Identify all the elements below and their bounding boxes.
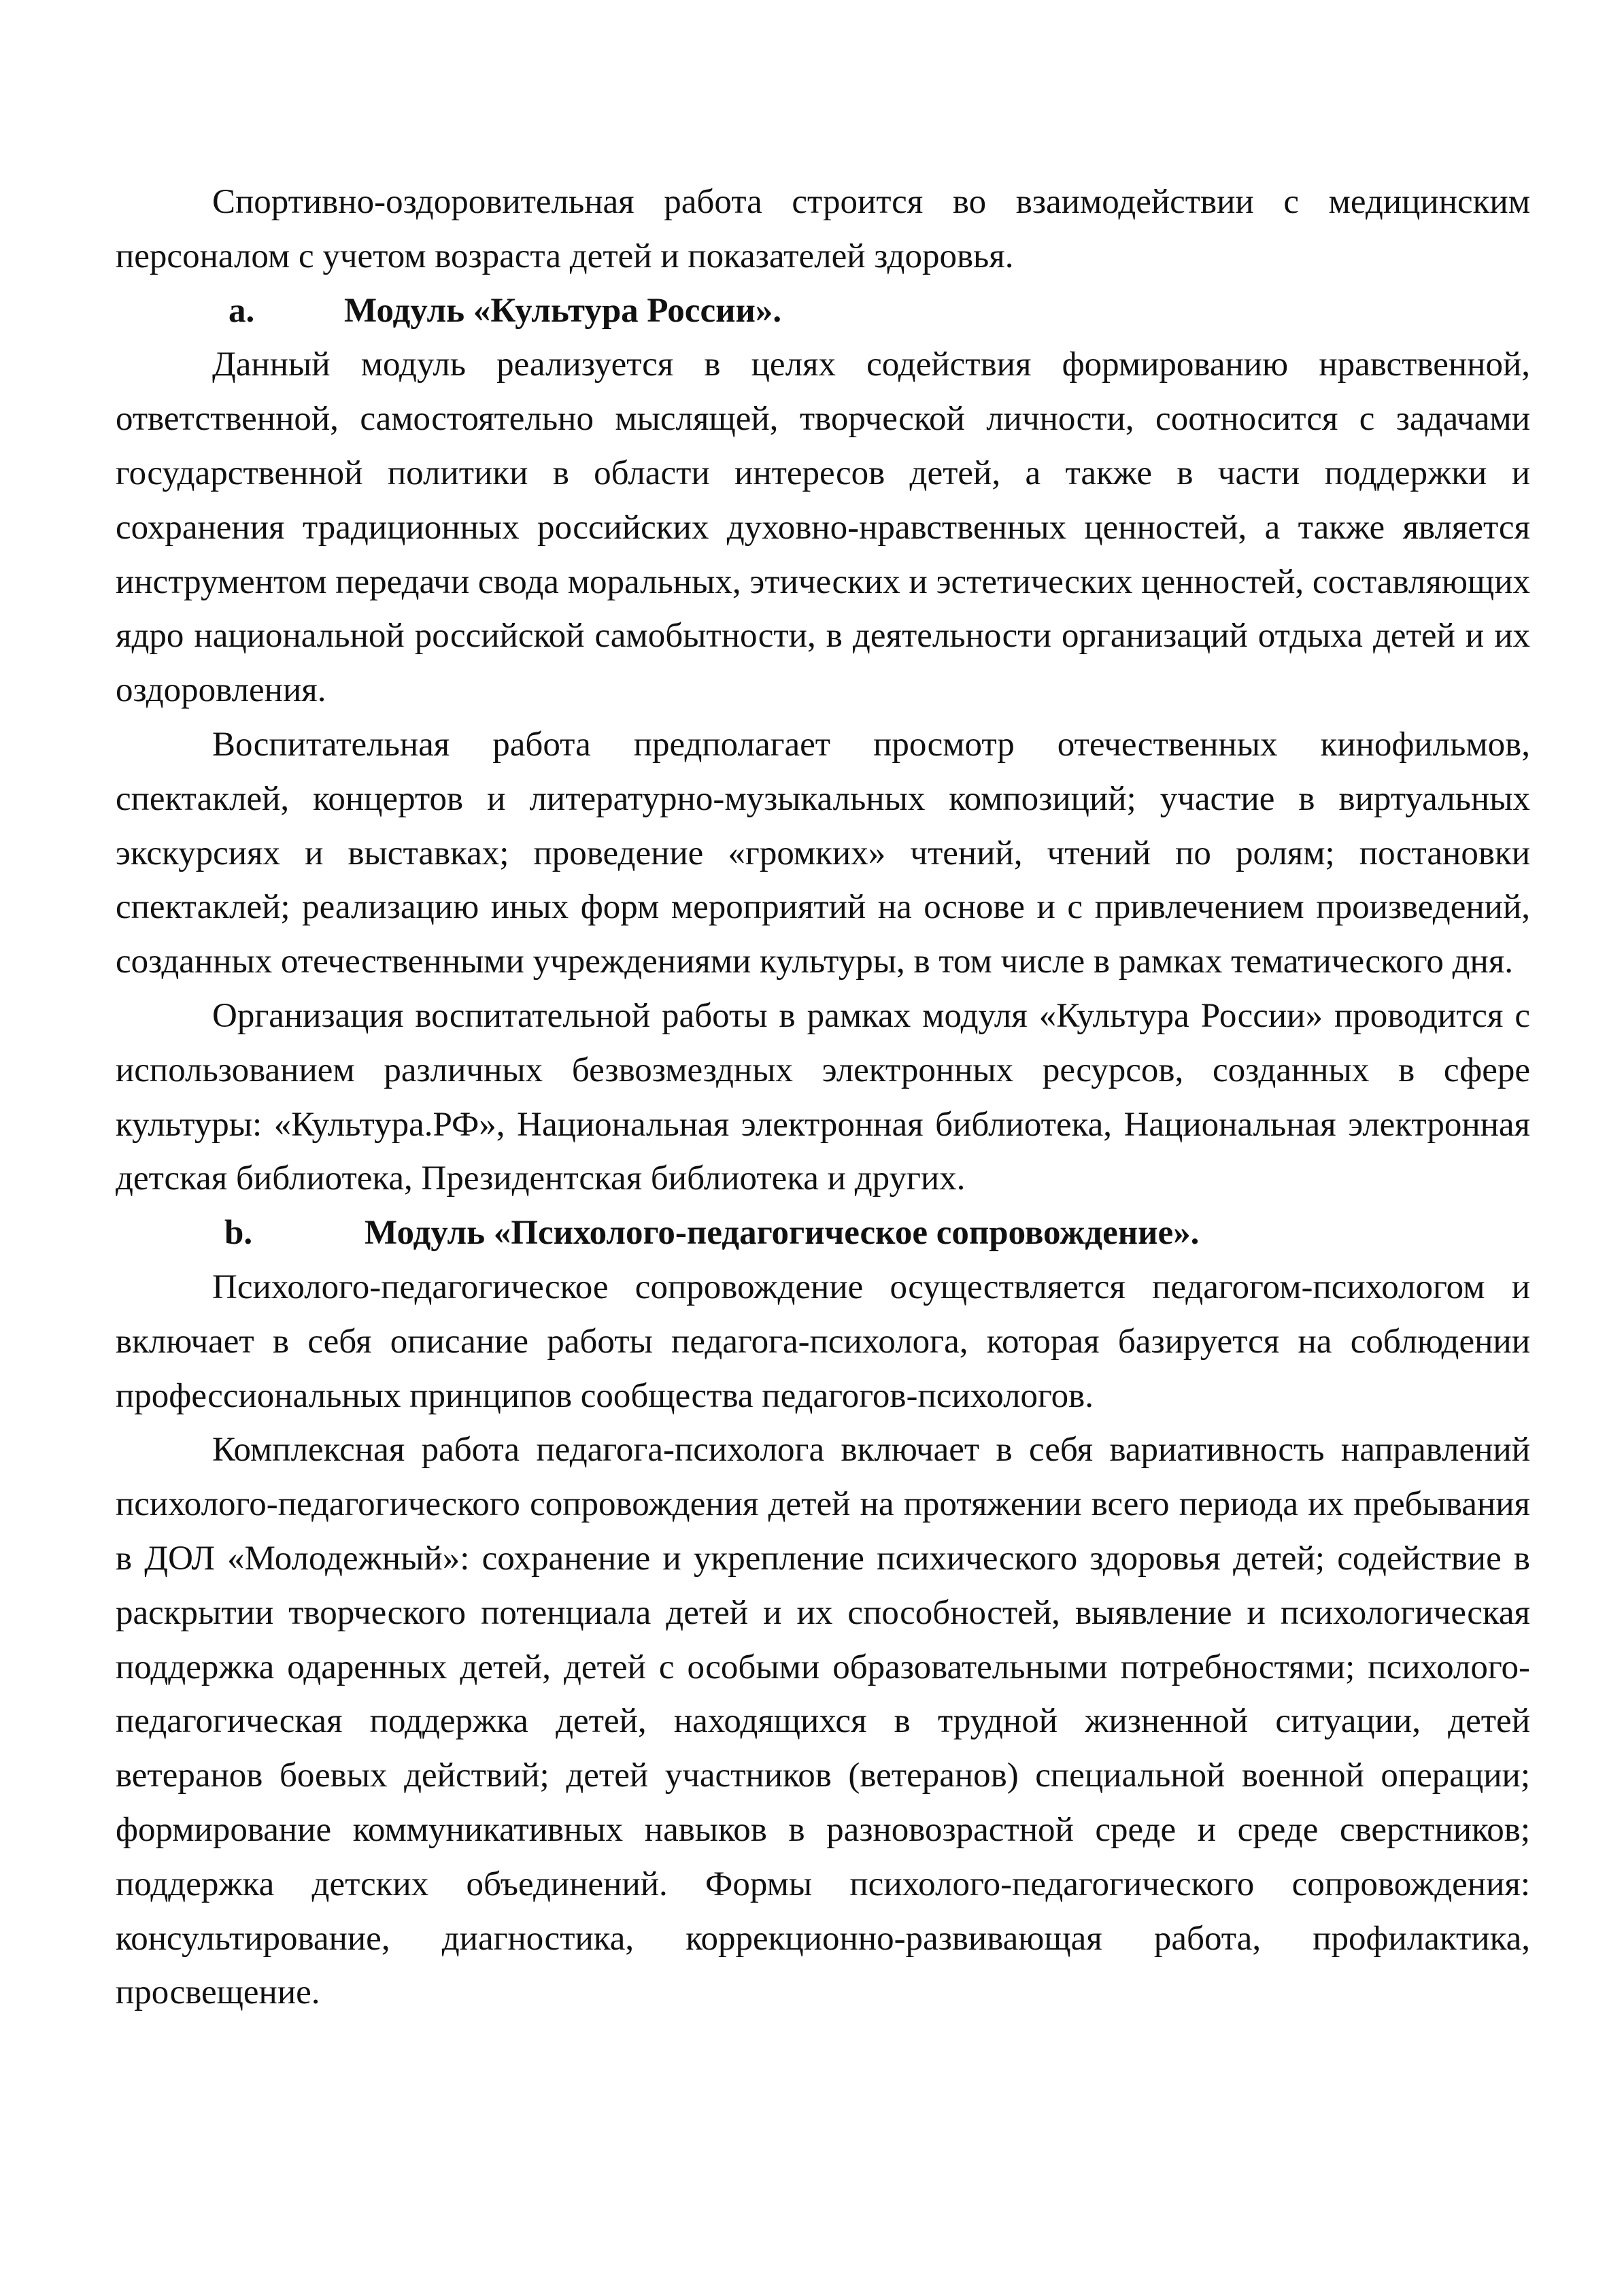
section-heading-culture-module bbox=[116, 284, 1530, 339]
section-marker-a: a. bbox=[229, 291, 255, 330]
section-title-culture-module: Модуль «Культура России». bbox=[344, 291, 782, 330]
paragraph-educational-work: Воспитательная работа предполагает просмотр отечественных кинофильмов, спектаклей, концертов и литературно-музыкальных композиций; участие в виртуальных экскурсиях и выставках; проведение «громких» чтений, чтений по ролям; постановки спектаклей; реализацию иных форм мероприятий на основе и с привлечением произведений, созданных отечественными учреждениями культуры, в том числе в рамках тематического дня. bbox=[116, 725, 1530, 981]
paragraph-module-purpose: Данный модуль реализуется в целях содействия формированию нравственной, ответственной, самостоятельно мыслящей, творческой личности, соотносится с задачами государственной политики в области интересов детей, а также в части поддержки и сохранения традиционных российских духовно-нравственных ценностей, а также является инструментом передачи свода моральных, этических и эстетических ценностей, составляющих ядро национальной российской самобытности, в деятельности организаций отдыха детей и их оздоровления. bbox=[116, 345, 1530, 710]
section-heading-psych-support-module bbox=[116, 1206, 1530, 1261]
paragraph-psych-support: Психолого-педагогическое сопровождение осуществляется педагогом-психологом и включает в себя описание работы педагога-психолога, которая базируется на соблюдении профессиональных принципов сообщества педагогов-психологов. bbox=[116, 1268, 1530, 1415]
document-page bbox=[116, 175, 1530, 2020]
section-marker-b: b. bbox=[224, 1214, 253, 1253]
paragraph-electronic-resources: Организация воспитательной работы в рамках модуля «Культура России» проводится с использованием различных безвозмездных электронных ресурсов, созданных в сфере культуры: «Культура.РФ», Национальная электронная библиотека, Национальная электронная детская библиотека, Президентская библиотека и других. bbox=[116, 996, 1530, 1198]
section-title-psych-support-module: Модуль «Психолого-педагогическое сопровождение». bbox=[365, 1214, 1200, 1253]
paragraph-sports-health-work: Спортивно-оздоровительная работа строится во взаимодействии с медицинским персоналом с учетом возраста детей и показателей здоровья. bbox=[116, 183, 1530, 275]
paragraph-complex-work: Комплексная работа педагога-психолога включает в себя вариативность направлений психолого-педагогического сопровождения детей на протяжении всего периода их пребывания в ДОЛ «Молодежный»: сохранение и укрепление психического здоровья детей; содействие в раскрытии творческого потенциала детей и их способностей, выявление и психологическая поддержка одаренных детей, детей с особыми образовательными потребностями; психолого-педагогическая поддержка детей, находящихся в трудной жизненной ситуации, детей ветеранов боевых действий; детей участников (ветеранов) специальной военной операции; формирование коммуникативных навыков в разновозрастной среде и среде сверстников; поддержка детских объединений. Формы психолого-педагогического сопровождения: консультирование, диагностика, коррекционно-развивающая работа, профилактика, просвещение. bbox=[116, 1431, 1530, 2012]
